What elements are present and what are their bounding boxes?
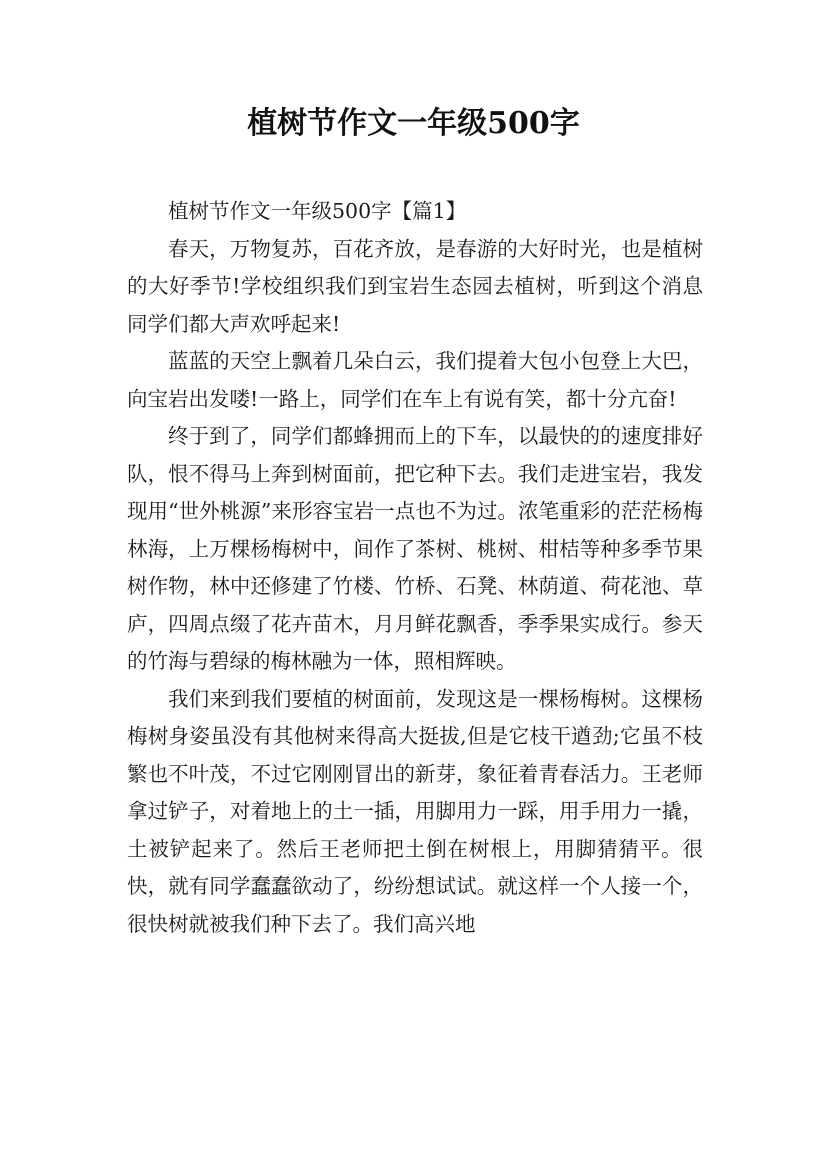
document-body (127, 193, 703, 943)
paragraph: 终于到了，同学们都蜂拥而上的下车，以最快的的速度排好队，恨不得马上奔到树面前，把它种下去。我们走进宝岩，我发现用“世外桃源”来形容宝岩一点也不为过。浓笔重彩的茫茫杨梅林海，上万棵杨梅树中，间作了茶树、桃树、柑桔等种多季节果树作物，林中还修建了竹楼、竹桥、石凳、林荫道、荷花池、草庐，四周点缀了花卉苗木，月月鲜花飘香，季季果实成行。参天的竹海与碧绿的梅林融为一体，照相辉映。 (127, 424, 703, 673)
paragraph: 我们来到我们要植的树面前，发现这是一棵杨梅树。这棵杨梅树身姿虽没有其他树来得高大挺拔,但是它枝干遒劲;它虽不枝繁也不叶茂，不过它刚刚冒出的新芽，象征着青春活力。王老师拿过铲子，对着地上的土一插，用脚用力一踩，用手用力一撬，土被铲起来了。然后王老师把土倒在树根上，用脚猜猜平。很快，就有同学蠢蠢欲动了，纷纷想试试。就这样一个人接一个，很快树就被我们种下去了。我们高兴地 (127, 686, 703, 936)
section-heading: 植树节作文一年级500字【篇1】 (168, 199, 467, 223)
paragraph: 蓝蓝的天空上飘着几朵白云，我们提着大包小包登上大巴，向宝岩出发喽!一路上，同学们在车上有说有笑，都十分亢奋! (127, 349, 703, 411)
document-title: 植树节作文一年级500字 (247, 106, 580, 141)
paragraph: 春天，万物复苏，百花齐放，是春游的大好时光，也是植树的大好季节!学校组织我们到宝岩生态园去植树，听到这个消息同学们都大声欢呼起来! (127, 236, 703, 336)
